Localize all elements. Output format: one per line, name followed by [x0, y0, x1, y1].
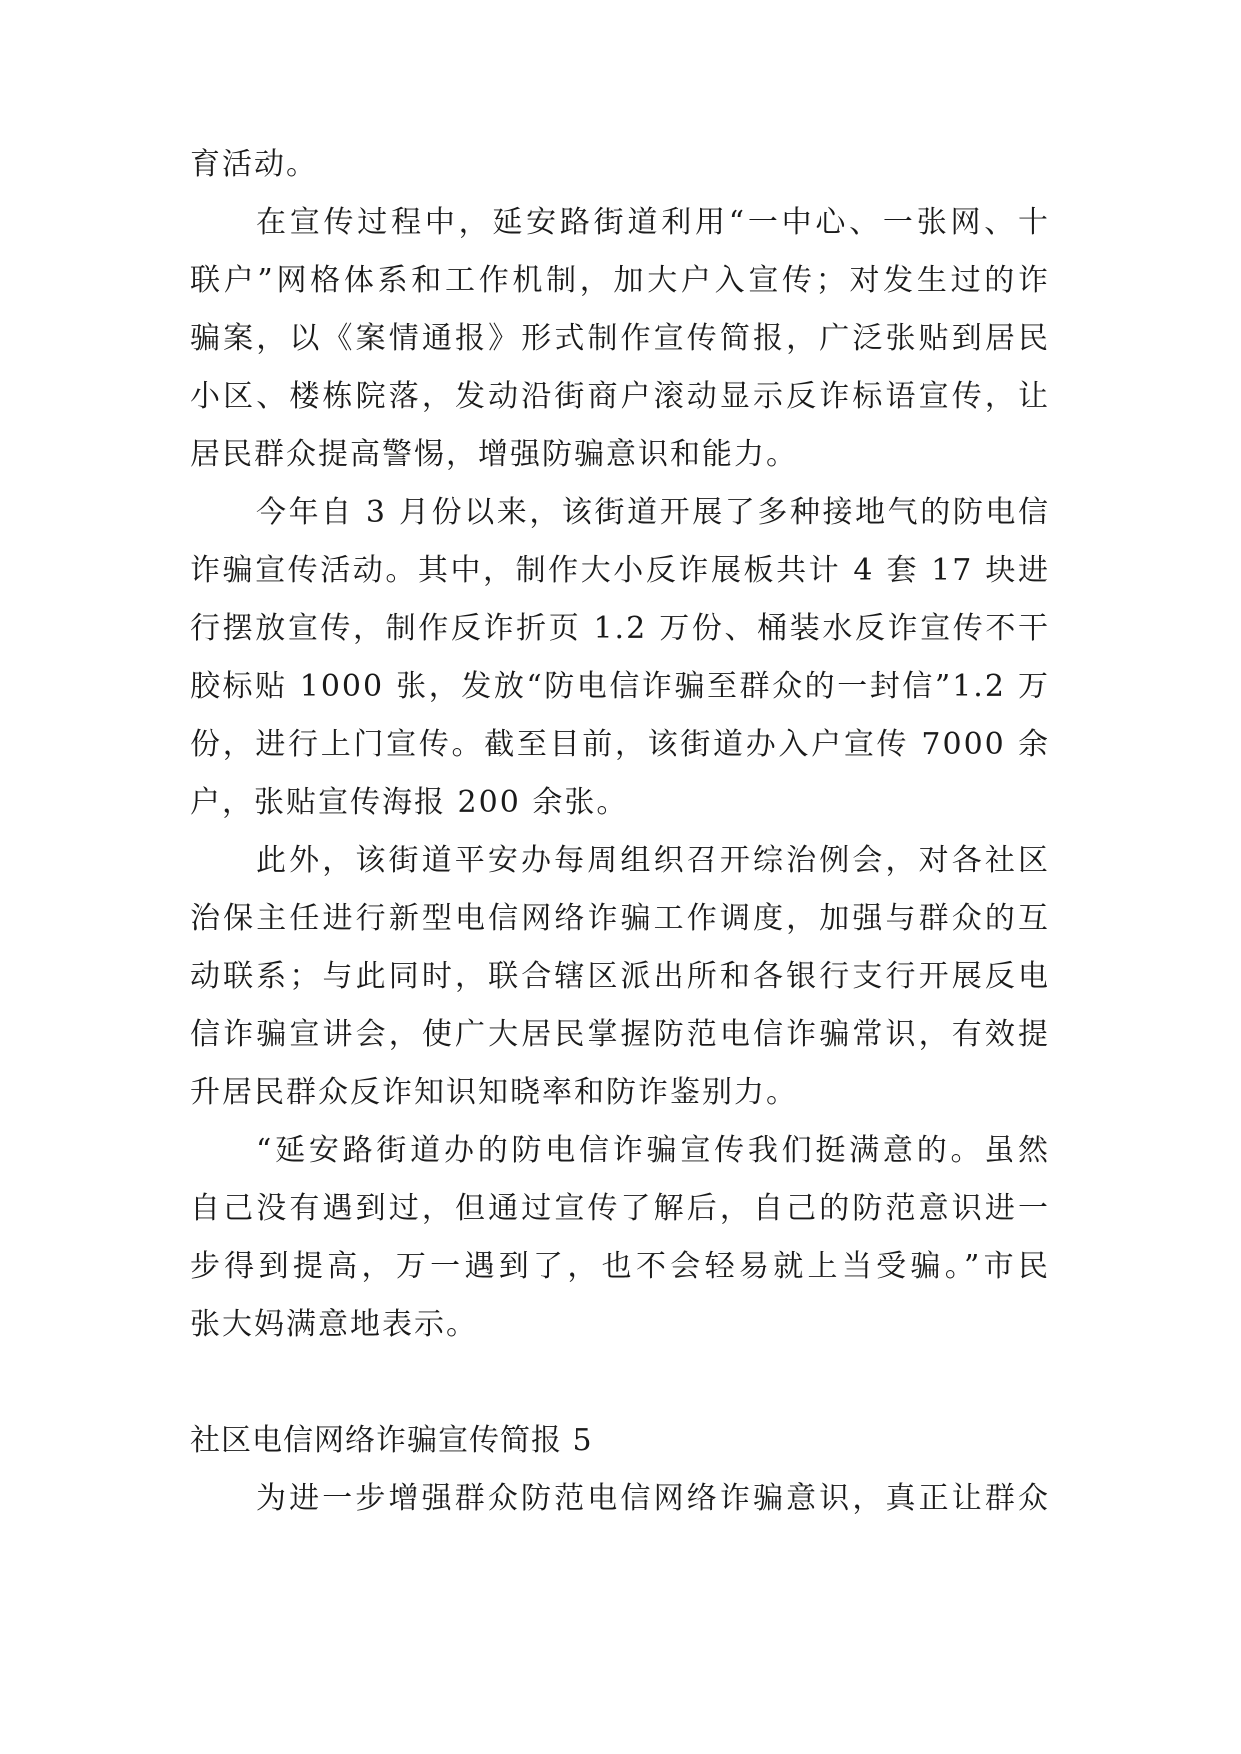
text-line: 动联系；与此同时，联合辖区派出所和各银行支行开展反电: [190, 959, 1050, 994]
paragraph-first-line: 在宣传过程中，延安路街道利用“一中心、一张网、十: [256, 205, 1050, 240]
text-line: 诈骗宣传活动。其中，制作大小反诈展板共计 4 套 17 块进: [190, 553, 1050, 588]
text-line: 胶标贴 1000 张，发放“防电信诈骗至群众的一封信”1.2 万: [190, 669, 1050, 704]
paragraph-first-line: 为进一步增强群众防范电信网络诈骗意识，真正让群众: [256, 1481, 1050, 1516]
text-line: 份，进行上门宣传。截至目前，该街道办入户宣传 7000 余: [190, 727, 1050, 762]
paragraph-first-line: “延安路街道办的防电信诈骗宣传我们挺满意的。虽然: [256, 1133, 1050, 1168]
text-line: 骗案，以《案情通报》形式制作宣传简报，广泛张贴到居民: [190, 321, 1050, 356]
text-line: 户，张贴宣传海报 200 余张。: [190, 785, 629, 820]
text-line: 小区、楼栋院落，发动沿街商户滚动显示反诈标语宣传，让: [190, 379, 1050, 414]
paragraph-first-line: 今年自 3 月份以来，该街道开展了多种接地气的防电信: [256, 495, 1050, 530]
text-line: 信诈骗宣讲会，使广大居民掌握防范电信诈骗常识，有效提: [190, 1017, 1050, 1052]
paragraph-first-line: 此外，该街道平安办每周组织召开综治例会，对各社区: [256, 843, 1050, 878]
text-line: 自己没有遇到过，但通过宣传了解后，自己的防范意识进一: [190, 1191, 1050, 1226]
section-heading: 社区电信网络诈骗宣传简报 5: [190, 1423, 593, 1458]
text-line: 育活动。: [190, 147, 318, 182]
text-line: 联户”网格体系和工作机制，加大户入宣传；对发生过的诈: [190, 263, 1050, 298]
text-line: 居民群众提高警惕，增强防骗意识和能力。: [190, 437, 798, 472]
text-line: 升居民群众反诈知识知晓率和防诈鉴别力。: [190, 1075, 798, 1110]
text-line: 治保主任进行新型电信网络诈骗工作调度，加强与群众的互: [190, 901, 1050, 936]
text-line: 行摆放宣传，制作反诈折页 1.2 万份、桶装水反诈宣传不干: [190, 611, 1050, 646]
text-line: 步得到提高，万一遇到了，也不会轻易就上当受骗。”市民: [190, 1249, 1050, 1284]
text-line: 张大妈满意地表示。: [190, 1307, 478, 1342]
